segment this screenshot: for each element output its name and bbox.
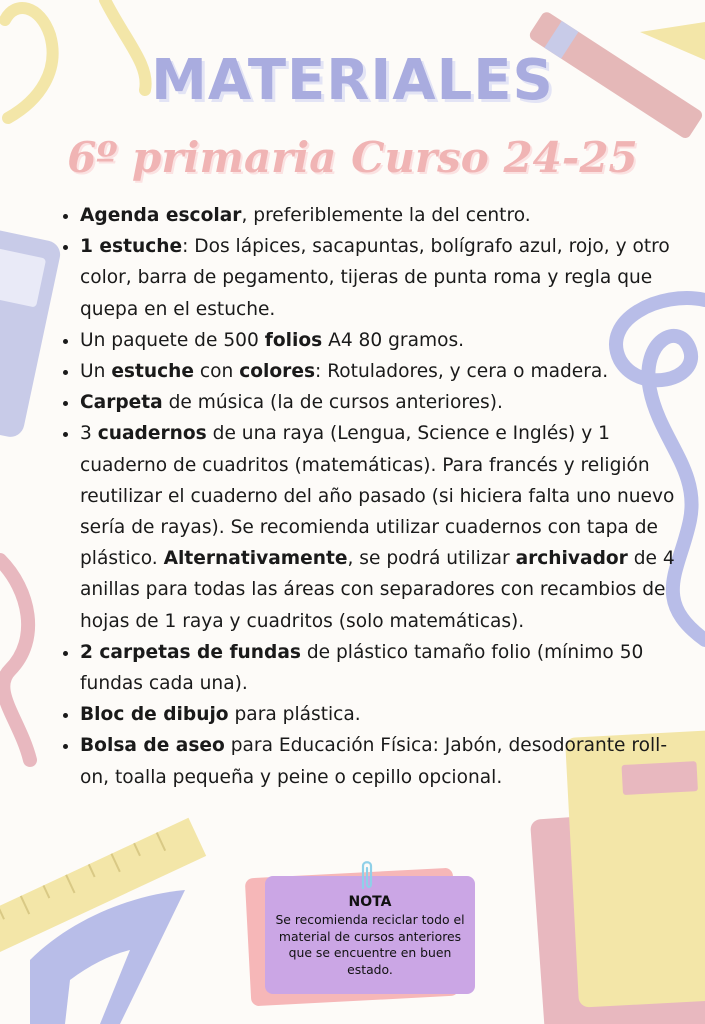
text: : Rotuladores, y cera o madera.: [315, 361, 609, 383]
text: , se podrá utilizar: [347, 548, 516, 570]
bold-text: 2 carpetas de fundas: [80, 641, 301, 663]
text: para Educación Física: Jabón, desodorante roll-on, toalla pequeña y peine o cepillo opcional.: [80, 735, 668, 788]
text: de una raya (Lengua, Science e Inglés) y 1 cuaderno de cuadritos (matemáticas). Para francés y religión reutilizar el cuaderno del año pasado (si hiciera falta uno nuevo sería de rayas). Se recomienda utilizar cuadernos con tapa de plástico.: [80, 423, 675, 570]
bold-text: estuche: [111, 361, 194, 383]
paperclip-icon: [356, 858, 378, 892]
list-item: [80, 325, 690, 356]
list-item: [80, 418, 690, 636]
text: para plástica.: [228, 704, 361, 726]
bold-text: colores: [239, 361, 316, 383]
list-item: [80, 730, 690, 792]
list-item: [80, 699, 690, 730]
page-subtitle: 6º primaria Curso 24-25: [67, 133, 638, 182]
page-title: MATERIALES: [151, 48, 554, 113]
list-item: [80, 200, 690, 231]
list-item: [80, 231, 690, 325]
list-item: [80, 356, 690, 387]
pink-scribble-icon: [0, 560, 30, 760]
calculator-icon: [0, 222, 63, 439]
note-title: NOTA: [348, 894, 392, 910]
text: , preferiblemente la del centro.: [241, 205, 531, 226]
text: : Dos lápices, sacapuntas, bolígrafo azul, rojo, y otro color, barra de pegamento, tijeras de punta roma y regla que quepa en el estuche.: [80, 236, 670, 320]
bold-text: archivador: [515, 548, 628, 570]
text: de plástico tamaño folio (mínimo 50 fundas cada una).: [80, 641, 644, 695]
bold-text: 1 estuche: [80, 236, 183, 258]
text: A4 80 gramos.: [322, 329, 465, 351]
text: de 4 anillas para todas las áreas con separadores con recambios de hojas de 1 raya y cuadritos (solo matemáticas).: [80, 548, 675, 632]
bold-text: Carpeta: [80, 392, 163, 414]
text: 3: [80, 423, 98, 445]
materials-list: [60, 200, 690, 793]
text: Un paquete de 500: [80, 329, 265, 351]
bold-text: cuadernos: [97, 423, 207, 445]
note-text: Se recomienda reciclar todo el material de cursos anteriores que se encuentre en buen estado.: [275, 912, 465, 977]
list-item: [80, 637, 690, 699]
bold-text: Agenda escolar: [80, 205, 242, 226]
bold-text: Alternativamente: [163, 548, 348, 570]
note-card: [265, 876, 475, 994]
text: con: [194, 361, 240, 383]
bold-text: Bolsa de aseo: [80, 735, 225, 757]
bold-text: Bloc de dibujo: [80, 704, 229, 726]
text: Un: [80, 361, 112, 383]
text: de música (la de cursos anteriores).: [162, 392, 503, 414]
list-item: [80, 387, 690, 418]
bold-text: folios: [264, 329, 323, 351]
